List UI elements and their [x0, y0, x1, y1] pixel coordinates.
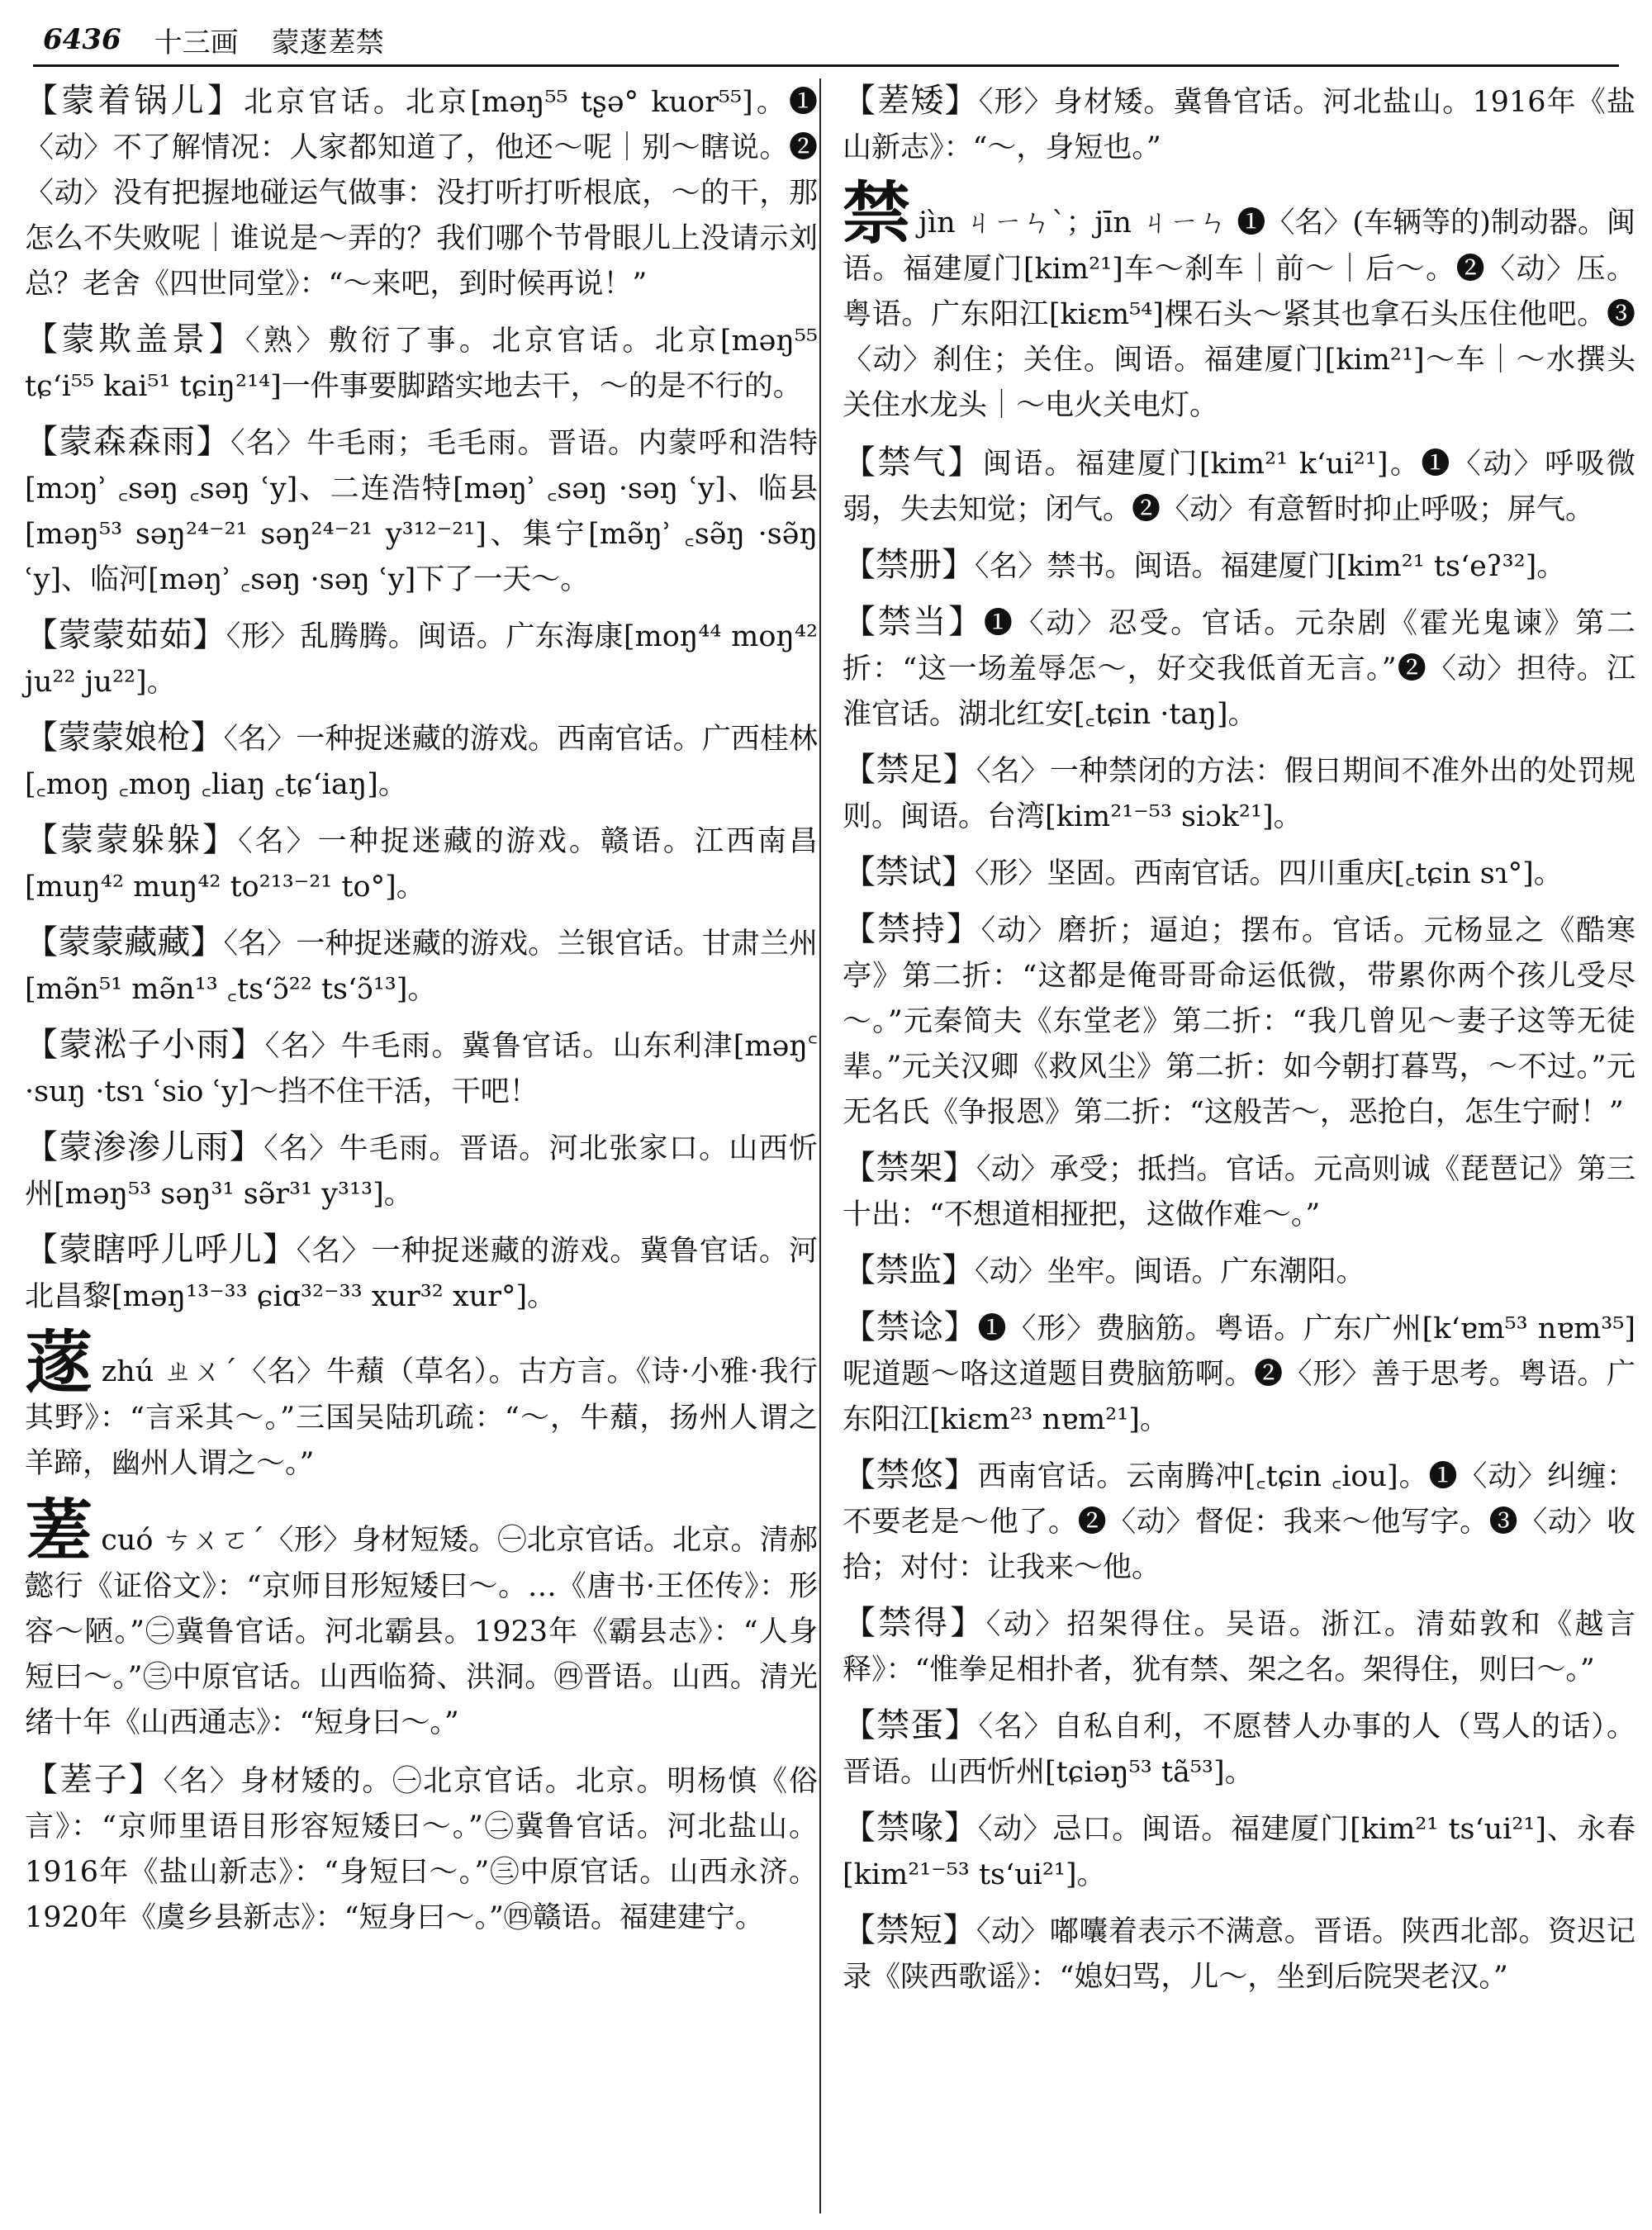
- header-characters: 蒙蓫蒫禁: [271, 26, 384, 59]
- entry-definition: 〈名〉一种捉迷藏的游戏。冀鲁官话。河北昌黎[məŋ¹³⁻³³ ɕiɑ³²⁻³³ xur³² xur°]。: [25, 1235, 818, 1313]
- entry-definition: 〈名〉牛毛雨；毛毛雨。晋语。内蒙呼和浩特[mɔŋʾ ꜀səŋ ꜀səŋ ʿy]、二连浩特[məŋʾ ꜀səŋ ·səŋ ʿy]、临县[məŋ⁵³ səŋ²⁴⁻²¹ səŋ²⁴⁻²¹ y³¹²⁻²¹]、集宁[mə̃ŋʾ ꜀sə̃ŋ ·sə̃ŋ ʿy]、临河[məŋʾ ꜀səŋ ·səŋ ʿy]下了一天～。: [25, 427, 818, 596]
- entry-definition: 〈名〉禁书。闽语。福建厦门[kim²¹ tsʻeʔ³²]。: [975, 550, 1566, 583]
- right-column: [843, 78, 1635, 2010]
- dictionary-entry: [843, 1248, 1635, 1295]
- dictionary-entry: [843, 1703, 1635, 1796]
- entry-headword: 【禁气】: [843, 444, 983, 482]
- dictionary-entry: [843, 1453, 1635, 1591]
- dictionary-entry: [25, 920, 818, 1013]
- entry-definition: 〈形〉身材矮。冀鲁官话。河北盐山。1916年《盐山新志》：“～，身短也。”: [843, 86, 1636, 164]
- page-header: [43, 17, 1612, 63]
- entry-headword: 【蒫矮】: [843, 82, 979, 120]
- dictionary-entry: [25, 1758, 818, 1941]
- entry-definition: 〈名〉牛毛雨。晋语。河北张家口。山西忻州[məŋ⁵³ səŋ³¹ sə̃r³¹ y³¹³]。: [25, 1132, 818, 1211]
- dictionary-entry: [843, 1601, 1635, 1693]
- entry-headword: 【禁喙】: [843, 1809, 978, 1847]
- entry-definition: jìn ㄐㄧㄣˋ；jīn ㄐㄧㄣ ❶〈名〉(车辆等的)制动器。闽语。福建厦门[kim²¹]车～刹车｜前～｜后～。❷〈动〉压。粤语。广东阳江[kiɛm⁵⁴]棵石头～紧其也拿石头压住他吧。❸〈动〉刹住；关住。闽语。福建厦门[kim²¹]～车｜～水撰头关住水龙头｜～电火关电灯。: [843, 206, 1635, 422]
- entry-definition: 〈名〉一种捉迷藏的游戏。赣语。江西南昌[muŋ⁴² muŋ⁴² to²¹³⁻²¹ to°]。: [25, 825, 818, 904]
- entry-headword: 【禁谂】: [843, 1308, 978, 1346]
- entry-definition: 〈形〉乱腾腾。闽语。广东海康[moŋ⁴⁴ moŋ⁴² ju²² ju²²]。: [25, 620, 819, 699]
- character-headword: 禁: [843, 174, 911, 254]
- dictionary-entry: [843, 1805, 1635, 1898]
- dictionary-entry: [843, 543, 1635, 590]
- entry-headword: 【禁架】: [843, 1149, 976, 1187]
- dictionary-entry: [25, 818, 818, 910]
- dictionary-entry: [843, 1305, 1635, 1443]
- entry-headword: 【蒙蒙躲躲】: [25, 821, 239, 859]
- entry-definition: 〈名〉一种捉迷藏的游戏。兰银官话。甘肃兰州[mə̃n⁵¹ mə̃n¹³ ꜀tsʻɔ̃²² tsʻɔ̃¹³]。: [25, 928, 818, 1006]
- entry-headword: 【禁持】: [843, 910, 981, 948]
- section-label: 十三画: [154, 26, 239, 59]
- dictionary-entry: [843, 907, 1635, 1136]
- dictionary-entry: [843, 747, 1635, 840]
- entry-definition: 〈名〉牛毛雨。冀鲁官话。山东利津[məŋ꜂ ·suŋ ·tsɿ ʿsio ʿy]～挡不住干活，干吧！: [25, 1030, 819, 1108]
- page-number: 6436: [43, 23, 121, 56]
- entry-headword: 【蒙渗渗儿雨】: [25, 1128, 264, 1166]
- entry-headword: 【蒙蒙藏藏】: [25, 923, 224, 961]
- entry-headword: 【禁监】: [843, 1251, 975, 1289]
- entry-definition: 〈名〉一种禁闭的方法：假日期间不准外出的处罚规则。闽语。台湾[kim²¹⁻⁵³ siɔk²¹]。: [843, 755, 1635, 833]
- entry-definition: 〈名〉身材矮的。㊀北京官话。北京。明杨慎《俗言》：“京师里语目形容短矮曰～。”㊁冀鲁官话。河北盐山。1916年《盐山新志》：“身短曰～。”㊂中原官话。山西永济。1920年《虞乡县新志》：“短身曰～。”㊃赣语。福建建宁。: [25, 1765, 818, 1934]
- dictionary-entry: [25, 1125, 818, 1217]
- entry-headword: 【蒙淞子小雨】: [25, 1026, 265, 1064]
- entry-definition: 〈动〉嘟囔着表示不满意。晋语。陕西北部。资迟记录《陕西歌谣》：“媳妇骂，儿～，坐到后院哭老汉。”: [843, 1915, 1635, 1994]
- dictionary-entry: [25, 613, 818, 705]
- dictionary-entry: [843, 440, 1635, 533]
- entry-definition: 〈动〉招架得住。吴语。浙江。清茹敦和《越言释》：“惟拳足相扑者，犹有禁、架之名。架得住，则曰～。”: [843, 1608, 1635, 1687]
- entry-headword: 【蒙蒙娘枪】: [25, 719, 224, 757]
- entry-definition: 〈动〉承受；抵挡。官话。元高则诚《琵琶记》第三十出：“不想道相挜把，这做作难～。”: [843, 1153, 1635, 1231]
- entry-definition: zhú ㄓㄨˊ〈名〉牛蘈（草名）。古方言。《诗·小雅·我行其野》：“言采其～。”三国吴陆玑疏：“～，牛蘈，扬州人谓之羊蹄，幽州人谓之～。”: [25, 1355, 818, 1480]
- dictionary-entry: [25, 78, 818, 307]
- dictionary-entry: [843, 1146, 1635, 1238]
- entry-definition: ❶〈动〉忍受。官话。元杂剧《霍光鬼谏》第二折：“这一场羞辱怎～，好交我低首无言。”❷〈动〉担待。江淮官话。湖北红安[꜀tɕin ·taŋ]。: [843, 607, 1635, 731]
- entry-headword: 【禁当】: [843, 603, 984, 641]
- dictionary-entry: [25, 1022, 818, 1115]
- character-entry: [843, 174, 1635, 429]
- entry-definition: 〈形〉坚固。西南官话。四川重庆[꜀tɕin sɿ°]。: [975, 857, 1563, 890]
- character-headword: 蓫: [25, 1323, 93, 1402]
- character-headword: 蒫: [25, 1492, 93, 1571]
- dictionary-entry: [25, 420, 818, 603]
- dictionary-entry: [843, 600, 1635, 738]
- dictionary-entry: [25, 1227, 818, 1320]
- character-entry: [25, 1323, 818, 1487]
- dictionary-entry: [843, 1908, 1635, 2000]
- column-divider: [819, 78, 821, 2213]
- entry-headword: 【禁短】: [843, 1911, 976, 1949]
- entry-headword: 【蒫子】: [25, 1761, 164, 1799]
- dictionary-entry: [25, 715, 818, 808]
- entry-headword: 【禁足】: [843, 751, 976, 789]
- entry-definition: cuó ㄘㄨㄛˊ〈形〉身材短矮。㊀北京官话。北京。清郝懿行《证俗文》：“京师目形短矮曰～。…《唐书·王伾传》：形容～陋。”㊁冀鲁官话。河北霸县。1923年《霸县志》：“人身短曰～。”㊂中原官话。山西临猗、洪洞。㊃晋语。山西。清光绪十年《山西通志》：“短身曰～。”: [25, 1524, 818, 1739]
- entry-headword: 【蒙瞎呼儿呼儿】: [25, 1231, 297, 1269]
- entry-definition: 〈名〉自私自利，不愿替人办事的人（骂人的话）。晋语。山西忻州[tɕiəŋ⁵³ tã⁵³]。: [843, 1710, 1635, 1789]
- entry-headword: 【蒙森森雨】: [25, 423, 230, 461]
- entry-definition: 闽语。福建厦门[kim²¹ kʻui²¹]。❶〈动〉呼吸微弱，失去知觉；闭气。❷〈动〉有意暂时抑止呼吸；屏气。: [843, 448, 1635, 526]
- entry-definition: 〈动〉坐牢。闽语。广东潮阳。: [975, 1255, 1365, 1288]
- entry-headword: 【禁悠】: [843, 1456, 978, 1494]
- entry-definition: 〈动〉忌口。闽语。福建厦门[kim²¹ tsʻui²¹]、永春[kim²¹⁻⁵³ tsʻui²¹]。: [843, 1813, 1636, 1891]
- entry-headword: 【蒙欺盖景】: [25, 320, 245, 358]
- entry-headword: 【禁册】: [843, 546, 975, 584]
- entry-headword: 【禁蛋】: [843, 1706, 979, 1744]
- dictionary-entry: [843, 78, 1635, 171]
- entry-definition: 〈名〉一种捉迷藏的游戏。西南官话。广西桂林[꜀moŋ ꜀moŋ ꜀liaŋ ꜀tɕʻiaŋ]。: [25, 723, 818, 801]
- entry-headword: 【禁得】: [843, 1604, 986, 1642]
- entry-definition: 〈熟〉敷衍了事。北京官话。北京[məŋ⁵⁵ tɕʻi⁵⁵ kai⁵¹ tɕiŋ²¹⁴]一件事要脚踏实地去干，～的是不行的。: [25, 325, 818, 403]
- dictionary-entry: [25, 317, 818, 410]
- entry-definition: ❶〈形〉费脑筋。粤语。广东广州[kʻɐm⁵³ nɐm³⁵]呢道题～咯这道题目费脑筋啊。❷〈形〉善于思考。粤语。广东阳江[kiɛm²³ nɐm²¹]。: [843, 1312, 1636, 1436]
- header-rule: [33, 64, 1619, 67]
- entry-headword: 【蒙蒙茹茹】: [25, 616, 226, 654]
- entry-headword: 【蒙着锅儿】: [25, 82, 244, 120]
- dictionary-entry: [843, 850, 1635, 897]
- left-column: [25, 78, 818, 1951]
- entry-definition: 西南官话。云南腾冲[꜀tɕin ꜀iou]。❶〈动〉纠缠：不要老是～他了。❷〈动〉督促：我来～他写字。❸〈动〉收拾；对付：让我来～他。: [843, 1460, 1636, 1584]
- entry-headword: 【禁试】: [843, 853, 975, 891]
- character-entry: [25, 1492, 818, 1746]
- entry-definition: 北京官话。北京[məŋ⁵⁵ tʂə° kuor⁵⁵]。❶〈动〉不了解情况：人家都知道了，他还～呢｜别～瞎说。❷〈动〉没有把握地碰运气做事：没打听打听根底，～的干，那怎么不失败呢｜谁说是～弄的？我们哪个节骨眼儿上没请示刘总？老舍《四世同堂》：“～来吧，到时候再说！”: [25, 86, 819, 301]
- entry-definition: 〈动〉磨折；逼迫；摆布。官话。元杨显之《酷寒亭》第二折：“这都是俺哥哥命运低微，带累你两个孩儿受尽～。”元秦简夫《东堂老》第二折：“我几曾见～妻子这等无徒辈。”元关汉卿《救风尘》第二折：如今朝打暮骂，～不过。”元无名氏《争报恩》第二折：“这般苦～，恶抢白，怎生宁耐！”: [843, 914, 1635, 1129]
